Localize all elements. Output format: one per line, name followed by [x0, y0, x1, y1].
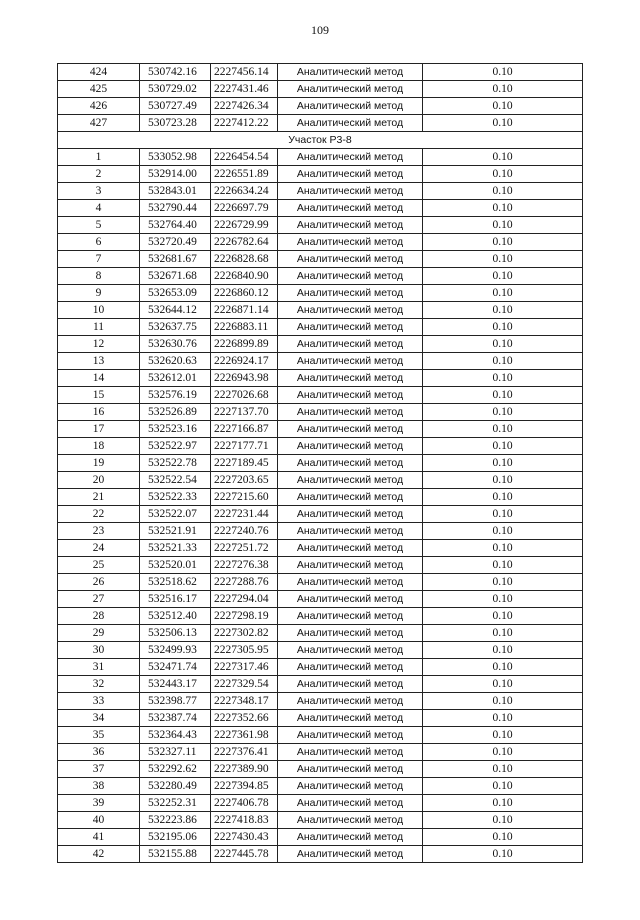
- x-coordinate-cell: 533052.98: [140, 149, 211, 166]
- method-cell: Аналитический метод: [278, 472, 423, 489]
- point-number-cell: 40: [58, 812, 140, 829]
- y-coordinate-cell: 2227445.78: [211, 846, 278, 863]
- y-coordinate-cell: 2227406.78: [211, 795, 278, 812]
- method-cell: Аналитический метод: [278, 285, 423, 302]
- table-row: [58, 744, 583, 761]
- method-cell: Аналитический метод: [278, 353, 423, 370]
- y-coordinate-cell: 2227137.70: [211, 404, 278, 421]
- x-coordinate-cell: 532520.01: [140, 557, 211, 574]
- y-coordinate-cell: 2226697.79: [211, 200, 278, 217]
- table-row: [58, 285, 583, 302]
- table-row: [58, 268, 583, 285]
- x-coordinate-cell: 532637.75: [140, 319, 211, 336]
- table-row: [58, 217, 583, 234]
- table-row: [58, 625, 583, 642]
- accuracy-cell: 0.10: [423, 319, 583, 336]
- point-number-cell: 36: [58, 744, 140, 761]
- point-number-cell: 25: [58, 557, 140, 574]
- y-coordinate-cell: 2226840.90: [211, 268, 278, 285]
- point-number-cell: 37: [58, 761, 140, 778]
- point-number-cell: 28: [58, 608, 140, 625]
- point-number-cell: 23: [58, 523, 140, 540]
- point-number-cell: 1: [58, 149, 140, 166]
- accuracy-cell: 0.10: [423, 336, 583, 353]
- point-number-cell: 32: [58, 676, 140, 693]
- table-row: [58, 438, 583, 455]
- accuracy-cell: 0.10: [423, 387, 583, 404]
- method-cell: Аналитический метод: [278, 540, 423, 557]
- method-cell: Аналитический метод: [278, 64, 423, 81]
- point-number-cell: 21: [58, 489, 140, 506]
- x-coordinate-cell: 532223.86: [140, 812, 211, 829]
- x-coordinate-cell: 532398.77: [140, 693, 211, 710]
- point-number-cell: 38: [58, 778, 140, 795]
- x-coordinate-cell: 532790.44: [140, 200, 211, 217]
- x-coordinate-cell: 532364.43: [140, 727, 211, 744]
- page-number: 109: [311, 23, 329, 37]
- method-cell: Аналитический метод: [278, 387, 423, 404]
- method-cell: Аналитический метод: [278, 183, 423, 200]
- table-row: [58, 812, 583, 829]
- accuracy-cell: 0.10: [423, 693, 583, 710]
- point-number-cell: 12: [58, 336, 140, 353]
- table-row: [58, 591, 583, 608]
- x-coordinate-cell: 532155.88: [140, 846, 211, 863]
- accuracy-cell: 0.10: [423, 421, 583, 438]
- y-coordinate-cell: 2226860.12: [211, 285, 278, 302]
- method-cell: Аналитический метод: [278, 404, 423, 421]
- x-coordinate-cell: 532506.13: [140, 625, 211, 642]
- table-row: [58, 795, 583, 812]
- method-cell: Аналитический метод: [278, 676, 423, 693]
- x-coordinate-cell: 532612.01: [140, 370, 211, 387]
- table-row: [58, 472, 583, 489]
- x-coordinate-cell: 532720.49: [140, 234, 211, 251]
- table-row: [58, 353, 583, 370]
- y-coordinate-cell: 2227426.34: [211, 98, 278, 115]
- method-cell: Аналитический метод: [278, 319, 423, 336]
- point-number-cell: 22: [58, 506, 140, 523]
- point-number-cell: 27: [58, 591, 140, 608]
- x-coordinate-cell: 532620.63: [140, 353, 211, 370]
- accuracy-cell: 0.10: [423, 761, 583, 778]
- method-cell: Аналитический метод: [278, 761, 423, 778]
- method-cell: Аналитический метод: [278, 659, 423, 676]
- x-coordinate-cell: 532522.07: [140, 506, 211, 523]
- method-cell: Аналитический метод: [278, 693, 423, 710]
- x-coordinate-cell: 532512.40: [140, 608, 211, 625]
- y-coordinate-cell: 2227305.95: [211, 642, 278, 659]
- point-number-cell: 34: [58, 710, 140, 727]
- point-number-cell: 15: [58, 387, 140, 404]
- table-row: [58, 234, 583, 251]
- y-coordinate-cell: 2226782.64: [211, 234, 278, 251]
- y-coordinate-cell: 2227203.65: [211, 472, 278, 489]
- method-cell: Аналитический метод: [278, 795, 423, 812]
- method-cell: Аналитический метод: [278, 727, 423, 744]
- method-cell: Аналитический метод: [278, 370, 423, 387]
- table-row: [58, 710, 583, 727]
- method-cell: Аналитический метод: [278, 166, 423, 183]
- y-coordinate-cell: 2227231.44: [211, 506, 278, 523]
- method-cell: Аналитический метод: [278, 489, 423, 506]
- y-coordinate-cell: 2226924.17: [211, 353, 278, 370]
- method-cell: Аналитический метод: [278, 829, 423, 846]
- point-number-cell: 31: [58, 659, 140, 676]
- y-coordinate-cell: 2227418.83: [211, 812, 278, 829]
- y-coordinate-cell: 2227298.19: [211, 608, 278, 625]
- y-coordinate-cell: 2227215.60: [211, 489, 278, 506]
- table-row: [58, 489, 583, 506]
- point-number-cell: 39: [58, 795, 140, 812]
- point-number-cell: 8: [58, 268, 140, 285]
- y-coordinate-cell: 2227329.54: [211, 676, 278, 693]
- point-number-cell: 30: [58, 642, 140, 659]
- x-coordinate-cell: 532764.40: [140, 217, 211, 234]
- table-row: [58, 115, 583, 132]
- point-number-cell: 42: [58, 846, 140, 863]
- x-coordinate-cell: 532518.62: [140, 574, 211, 591]
- table-row: [58, 81, 583, 98]
- method-cell: Аналитический метод: [278, 608, 423, 625]
- method-cell: Аналитический метод: [278, 115, 423, 132]
- y-coordinate-cell: 2227430.43: [211, 829, 278, 846]
- method-cell: Аналитический метод: [278, 98, 423, 115]
- y-coordinate-cell: 2227348.17: [211, 693, 278, 710]
- point-number-cell: 17: [58, 421, 140, 438]
- table-row: [58, 557, 583, 574]
- x-coordinate-cell: 532521.91: [140, 523, 211, 540]
- x-coordinate-cell: 532653.09: [140, 285, 211, 302]
- accuracy-cell: 0.10: [423, 200, 583, 217]
- point-number-cell: 426: [58, 98, 140, 115]
- point-number-cell: 16: [58, 404, 140, 421]
- point-number-cell: 2: [58, 166, 140, 183]
- y-coordinate-cell: 2227412.22: [211, 115, 278, 132]
- y-coordinate-cell: 2226729.99: [211, 217, 278, 234]
- y-coordinate-cell: 2227288.76: [211, 574, 278, 591]
- accuracy-cell: 0.10: [423, 370, 583, 387]
- y-coordinate-cell: 2226883.11: [211, 319, 278, 336]
- x-coordinate-cell: 532576.19: [140, 387, 211, 404]
- table-row: [58, 523, 583, 540]
- table-row: [58, 421, 583, 438]
- x-coordinate-cell: 530742.16: [140, 64, 211, 81]
- x-coordinate-cell: 532681.67: [140, 251, 211, 268]
- accuracy-cell: 0.10: [423, 115, 583, 132]
- x-coordinate-cell: 532630.76: [140, 336, 211, 353]
- table-row: [58, 676, 583, 693]
- table-row: [58, 540, 583, 557]
- method-cell: Аналитический метод: [278, 846, 423, 863]
- method-cell: Аналитический метод: [278, 812, 423, 829]
- method-cell: Аналитический метод: [278, 506, 423, 523]
- method-cell: Аналитический метод: [278, 217, 423, 234]
- table-row: [58, 336, 583, 353]
- x-coordinate-cell: 532499.93: [140, 642, 211, 659]
- y-coordinate-cell: 2227394.85: [211, 778, 278, 795]
- y-coordinate-cell: 2227317.46: [211, 659, 278, 676]
- y-coordinate-cell: 2227189.45: [211, 455, 278, 472]
- accuracy-cell: 0.10: [423, 251, 583, 268]
- table-row: [58, 455, 583, 472]
- accuracy-cell: 0.10: [423, 98, 583, 115]
- accuracy-cell: 0.10: [423, 472, 583, 489]
- x-coordinate-cell: 530723.28: [140, 115, 211, 132]
- method-cell: Аналитический метод: [278, 710, 423, 727]
- accuracy-cell: 0.10: [423, 625, 583, 642]
- method-cell: Аналитический метод: [278, 302, 423, 319]
- x-coordinate-cell: 532644.12: [140, 302, 211, 319]
- accuracy-cell: 0.10: [423, 778, 583, 795]
- y-coordinate-cell: 2227276.38: [211, 557, 278, 574]
- point-number-cell: 24: [58, 540, 140, 557]
- x-coordinate-cell: 532443.17: [140, 676, 211, 693]
- accuracy-cell: 0.10: [423, 404, 583, 421]
- table-body-before: [58, 64, 583, 132]
- y-coordinate-cell: 2227251.72: [211, 540, 278, 557]
- accuracy-cell: 0.10: [423, 795, 583, 812]
- table-row: [58, 98, 583, 115]
- accuracy-cell: 0.10: [423, 812, 583, 829]
- point-number-cell: 33: [58, 693, 140, 710]
- x-coordinate-cell: 532327.11: [140, 744, 211, 761]
- point-number-cell: 425: [58, 81, 140, 98]
- accuracy-cell: 0.10: [423, 166, 583, 183]
- section-title: Участок Р3-8: [58, 132, 583, 149]
- method-cell: Аналитический метод: [278, 81, 423, 98]
- point-number-cell: 13: [58, 353, 140, 370]
- y-coordinate-cell: 2227026.68: [211, 387, 278, 404]
- x-coordinate-cell: 532471.74: [140, 659, 211, 676]
- y-coordinate-cell: 2227389.90: [211, 761, 278, 778]
- point-number-cell: 29: [58, 625, 140, 642]
- method-cell: Аналитический метод: [278, 574, 423, 591]
- x-coordinate-cell: 532522.54: [140, 472, 211, 489]
- point-number-cell: 41: [58, 829, 140, 846]
- x-coordinate-cell: 532843.01: [140, 183, 211, 200]
- x-coordinate-cell: 532521.33: [140, 540, 211, 557]
- x-coordinate-cell: 532523.16: [140, 421, 211, 438]
- y-coordinate-cell: 2226634.24: [211, 183, 278, 200]
- y-coordinate-cell: 2226943.98: [211, 370, 278, 387]
- table-body-after: [58, 149, 583, 863]
- point-number-cell: 11: [58, 319, 140, 336]
- x-coordinate-cell: 532522.78: [140, 455, 211, 472]
- method-cell: Аналитический метод: [278, 625, 423, 642]
- point-number-cell: 9: [58, 285, 140, 302]
- method-cell: Аналитический метод: [278, 557, 423, 574]
- accuracy-cell: 0.10: [423, 285, 583, 302]
- table-row: [58, 404, 583, 421]
- accuracy-cell: 0.10: [423, 591, 583, 608]
- point-number-cell: 424: [58, 64, 140, 81]
- section-header-group: [58, 132, 583, 149]
- point-number-cell: 26: [58, 574, 140, 591]
- point-number-cell: 6: [58, 234, 140, 251]
- table-row: [58, 149, 583, 166]
- x-coordinate-cell: 532671.68: [140, 268, 211, 285]
- table-row: [58, 846, 583, 863]
- accuracy-cell: 0.10: [423, 744, 583, 761]
- table-row: [58, 693, 583, 710]
- point-number-cell: 3: [58, 183, 140, 200]
- table-row: [58, 302, 583, 319]
- point-number-cell: 35: [58, 727, 140, 744]
- accuracy-cell: 0.10: [423, 217, 583, 234]
- point-number-cell: 14: [58, 370, 140, 387]
- x-coordinate-cell: 532195.06: [140, 829, 211, 846]
- method-cell: Аналитический метод: [278, 591, 423, 608]
- x-coordinate-cell: 532387.74: [140, 710, 211, 727]
- y-coordinate-cell: 2227240.76: [211, 523, 278, 540]
- point-number-cell: 10: [58, 302, 140, 319]
- table-row: [58, 183, 583, 200]
- table-row: [58, 64, 583, 81]
- y-coordinate-cell: 2226871.14: [211, 302, 278, 319]
- table-row: [58, 727, 583, 744]
- x-coordinate-cell: 532522.33: [140, 489, 211, 506]
- y-coordinate-cell: 2226551.89: [211, 166, 278, 183]
- accuracy-cell: 0.10: [423, 81, 583, 98]
- accuracy-cell: 0.10: [423, 64, 583, 81]
- point-number-cell: 20: [58, 472, 140, 489]
- point-number-cell: 427: [58, 115, 140, 132]
- table-row: [58, 506, 583, 523]
- table-row: [58, 608, 583, 625]
- x-coordinate-cell: 532522.97: [140, 438, 211, 455]
- accuracy-cell: 0.10: [423, 302, 583, 319]
- table-row: [58, 166, 583, 183]
- y-coordinate-cell: 2227376.41: [211, 744, 278, 761]
- x-coordinate-cell: 532280.49: [140, 778, 211, 795]
- accuracy-cell: 0.10: [423, 727, 583, 744]
- table-row: [58, 829, 583, 846]
- accuracy-cell: 0.10: [423, 710, 583, 727]
- accuracy-cell: 0.10: [423, 455, 583, 472]
- method-cell: Аналитический метод: [278, 523, 423, 540]
- accuracy-cell: 0.10: [423, 183, 583, 200]
- point-number-cell: 18: [58, 438, 140, 455]
- y-coordinate-cell: 2226828.68: [211, 251, 278, 268]
- x-coordinate-cell: 532914.00: [140, 166, 211, 183]
- accuracy-cell: 0.10: [423, 506, 583, 523]
- coordinates-table: [57, 63, 583, 863]
- accuracy-cell: 0.10: [423, 846, 583, 863]
- accuracy-cell: 0.10: [423, 659, 583, 676]
- accuracy-cell: 0.10: [423, 642, 583, 659]
- point-number-cell: 7: [58, 251, 140, 268]
- method-cell: Аналитический метод: [278, 744, 423, 761]
- y-coordinate-cell: 2226454.54: [211, 149, 278, 166]
- table-row: [58, 659, 583, 676]
- table-row: [58, 574, 583, 591]
- accuracy-cell: 0.10: [423, 234, 583, 251]
- method-cell: Аналитический метод: [278, 642, 423, 659]
- table-row: [58, 761, 583, 778]
- method-cell: Аналитический метод: [278, 421, 423, 438]
- accuracy-cell: 0.10: [423, 676, 583, 693]
- point-number-cell: 5: [58, 217, 140, 234]
- accuracy-cell: 0.10: [423, 438, 583, 455]
- x-coordinate-cell: 532292.62: [140, 761, 211, 778]
- table-row: [58, 319, 583, 336]
- method-cell: Аналитический метод: [278, 200, 423, 217]
- method-cell: Аналитический метод: [278, 455, 423, 472]
- accuracy-cell: 0.10: [423, 489, 583, 506]
- accuracy-cell: 0.10: [423, 574, 583, 591]
- table-row: [58, 370, 583, 387]
- accuracy-cell: 0.10: [423, 523, 583, 540]
- method-cell: Аналитический метод: [278, 268, 423, 285]
- table-row: [58, 778, 583, 795]
- accuracy-cell: 0.10: [423, 829, 583, 846]
- method-cell: Аналитический метод: [278, 336, 423, 353]
- table-row: [58, 387, 583, 404]
- method-cell: Аналитический метод: [278, 438, 423, 455]
- table-row: [58, 200, 583, 217]
- y-coordinate-cell: 2227431.46: [211, 81, 278, 98]
- accuracy-cell: 0.10: [423, 353, 583, 370]
- y-coordinate-cell: 2227361.98: [211, 727, 278, 744]
- table-row: [58, 642, 583, 659]
- table-row: [58, 251, 583, 268]
- method-cell: Аналитический метод: [278, 251, 423, 268]
- accuracy-cell: 0.10: [423, 608, 583, 625]
- accuracy-cell: 0.10: [423, 557, 583, 574]
- y-coordinate-cell: 2227294.04: [211, 591, 278, 608]
- method-cell: Аналитический метод: [278, 778, 423, 795]
- accuracy-cell: 0.10: [423, 540, 583, 557]
- accuracy-cell: 0.10: [423, 268, 583, 285]
- y-coordinate-cell: 2227166.87: [211, 421, 278, 438]
- y-coordinate-cell: 2227302.82: [211, 625, 278, 642]
- y-coordinate-cell: 2227456.14: [211, 64, 278, 81]
- x-coordinate-cell: 532526.89: [140, 404, 211, 421]
- y-coordinate-cell: 2227352.66: [211, 710, 278, 727]
- point-number-cell: 4: [58, 200, 140, 217]
- method-cell: Аналитический метод: [278, 234, 423, 251]
- accuracy-cell: 0.10: [423, 149, 583, 166]
- x-coordinate-cell: 532252.31: [140, 795, 211, 812]
- method-cell: Аналитический метод: [278, 149, 423, 166]
- section-header-row: [58, 132, 583, 149]
- point-number-cell: 19: [58, 455, 140, 472]
- y-coordinate-cell: 2227177.71: [211, 438, 278, 455]
- x-coordinate-cell: 530727.49: [140, 98, 211, 115]
- x-coordinate-cell: 532516.17: [140, 591, 211, 608]
- x-coordinate-cell: 530729.02: [140, 81, 211, 98]
- y-coordinate-cell: 2226899.89: [211, 336, 278, 353]
